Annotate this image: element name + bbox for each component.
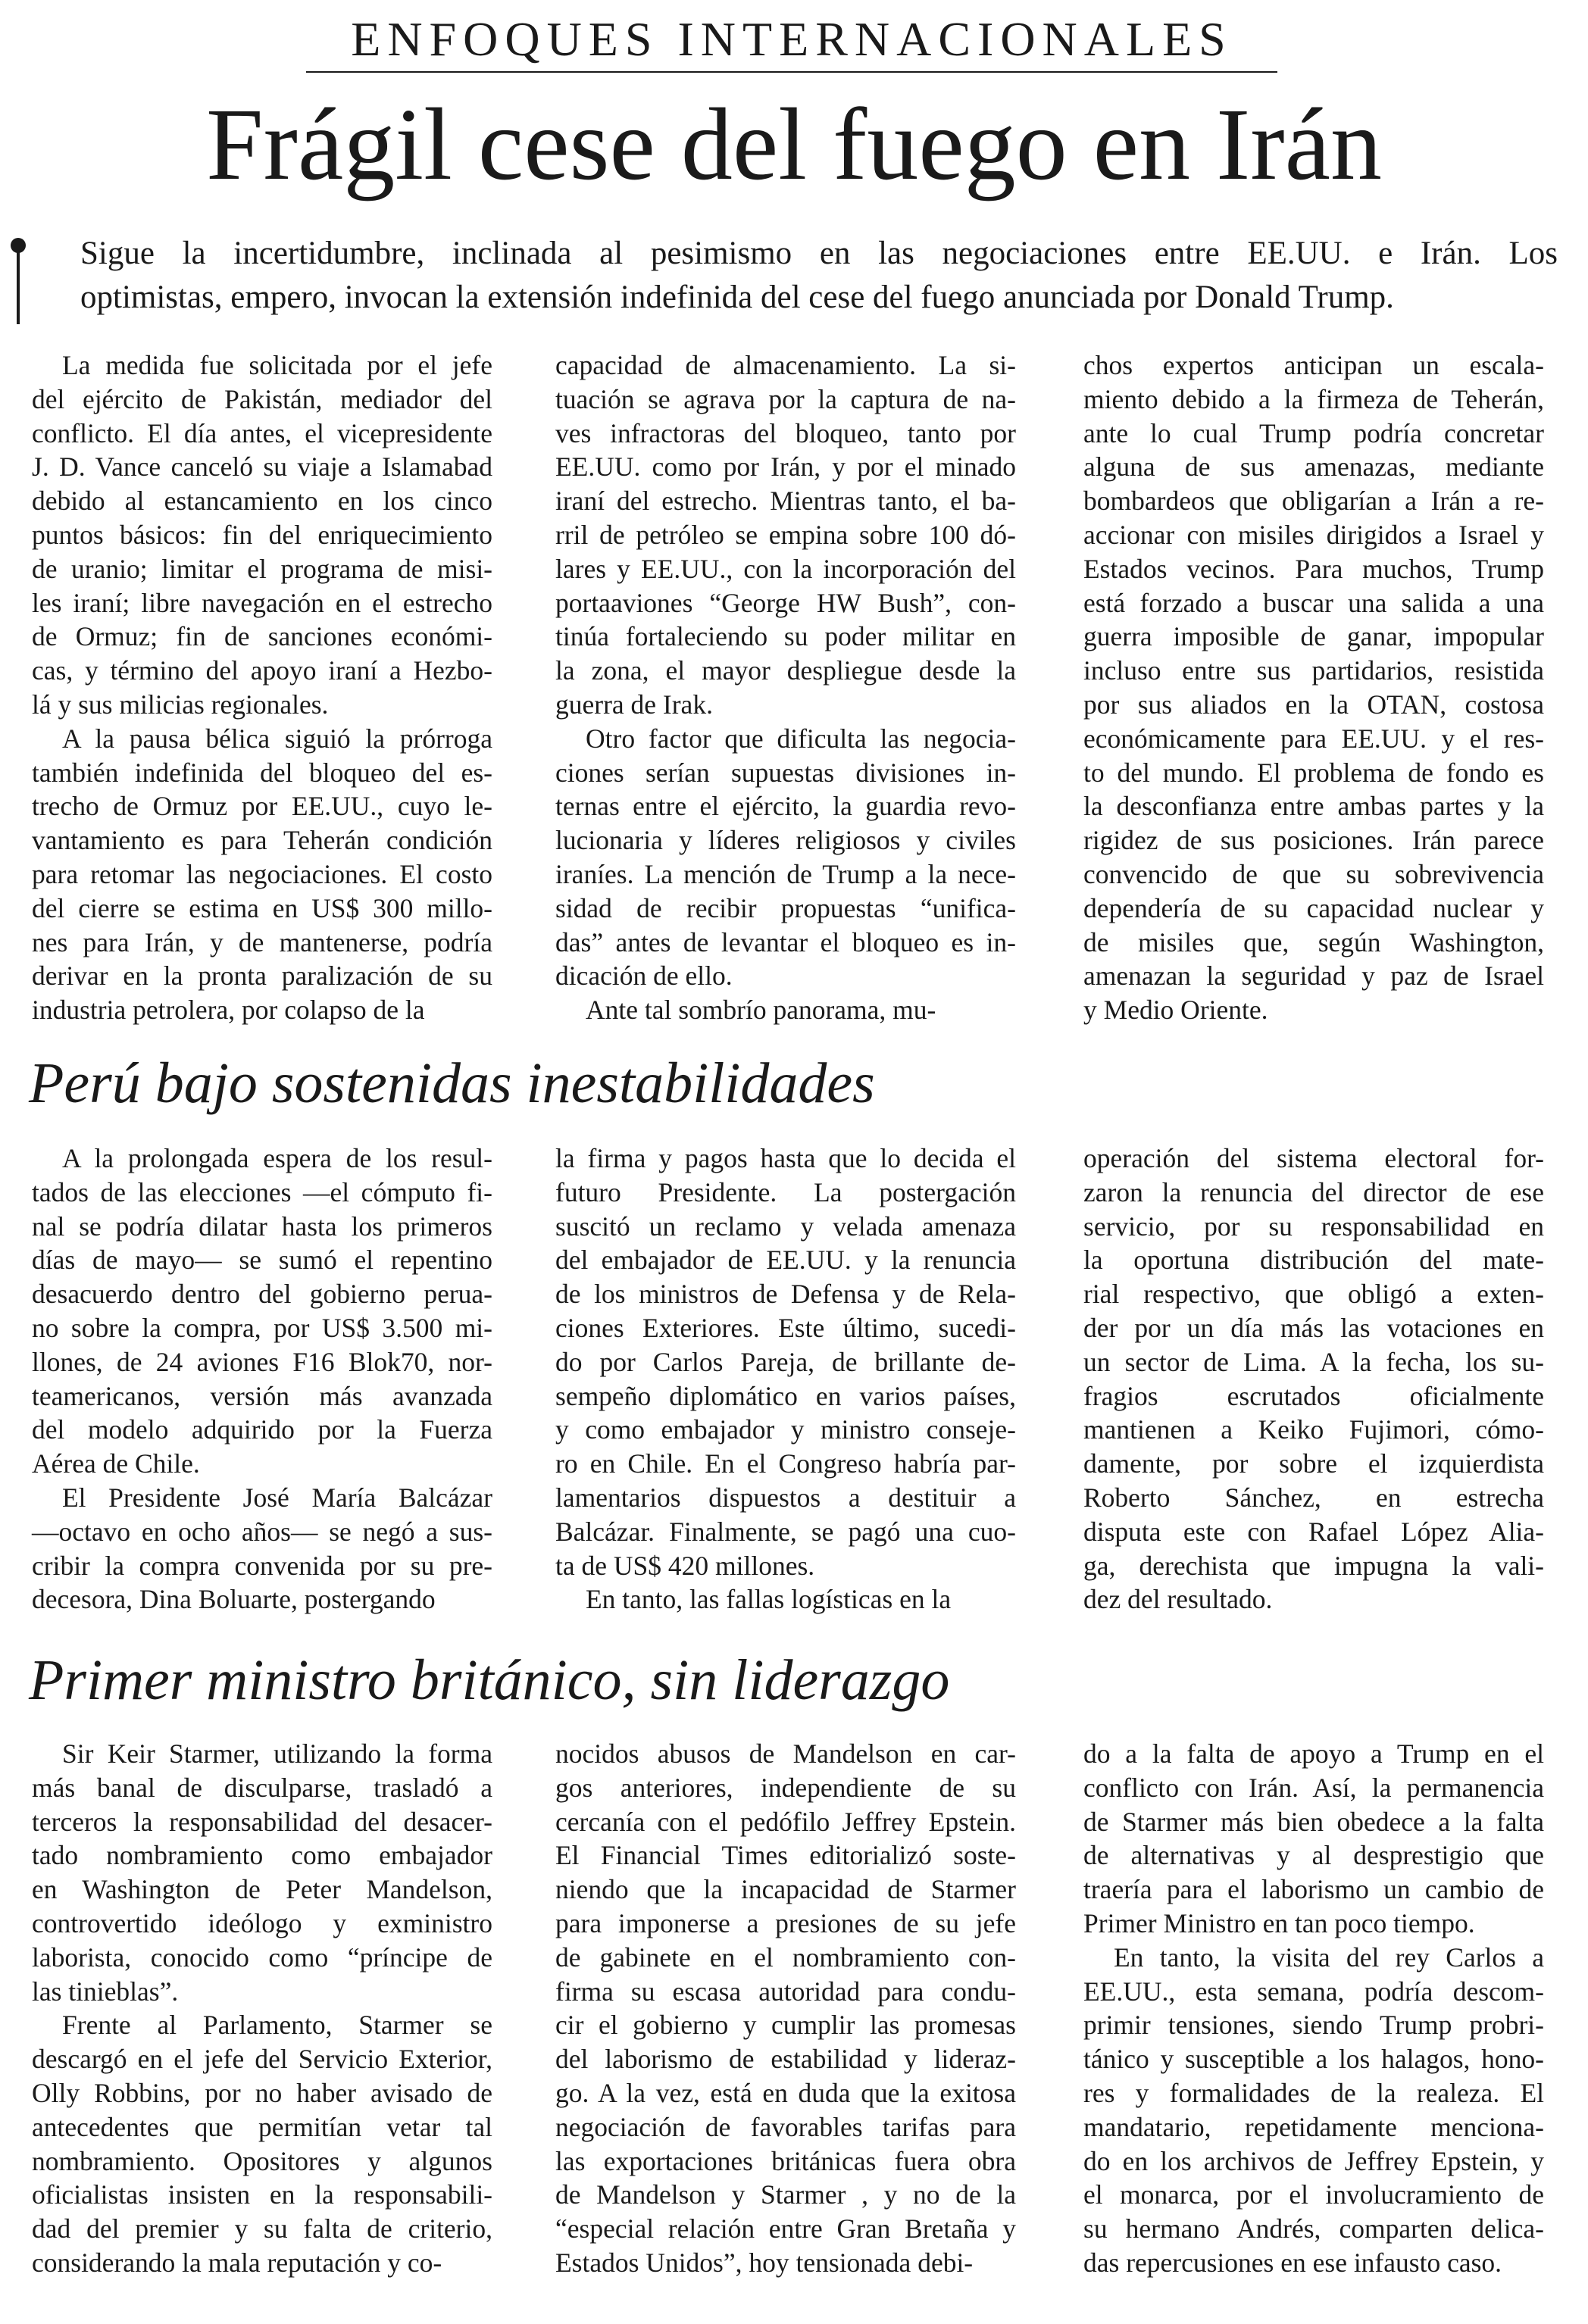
text-line: incluso entre sus partidarios, resistida	[1083, 655, 1544, 686]
text-line: “especial relación entre Gran Bretaña y	[555, 2213, 1016, 2244]
text-line: laborista, conocido como “príncipe de	[32, 1941, 492, 1973]
text-line: disputa este con Rafael López Alia-	[1083, 1516, 1544, 1547]
text-line: y como embajador y ministro conseje-	[555, 1414, 1016, 1445]
text-line: las exportaciones británicas fuera obra	[555, 2145, 1016, 2176]
text-line: nes para Irán, y de mantenerse, podría	[32, 926, 492, 957]
text-line: Balcázar. Finalmente, se pagó una cuo-	[555, 1516, 1016, 1547]
text-line: sidad de recibir propuestas “unifica-	[555, 892, 1016, 923]
text-line: bombardeos que obligarían a Irán a re-	[1083, 486, 1544, 517]
text-line: rial respectivo, que obligó a exten-	[1083, 1279, 1544, 1310]
text-line: rril de petróleo se empina sobre 100 dó-	[555, 519, 1016, 550]
text-line: A la pausa bélica siguió la prórroga	[62, 723, 492, 754]
text-line: de gabinete en el nombramiento con-	[555, 1941, 1016, 1973]
text-line: descargó en el jefe del Servicio Exterior,	[32, 2044, 492, 2075]
text-line: económicamente para EE.UU. y el res-	[1083, 723, 1544, 754]
text-line: rigidez de sus posiciones. Irán parece	[1083, 825, 1544, 856]
text-line: convencido de que su sobrevivencia	[1083, 858, 1544, 889]
article1-column-3	[1083, 348, 1544, 1027]
text-line: derivar en la pronta paralización de su	[32, 961, 492, 992]
text-line: go. A la vez, está en duda que la exitosa	[555, 2077, 1016, 2108]
text-line: de misiles que, según Washington,	[1083, 926, 1544, 957]
text-line: trecho de Ormuz por EE.UU., cuyo le-	[32, 791, 492, 822]
text-line: lucionaria y líderes religiosos y civiles	[555, 825, 1016, 856]
text-line: conflicto con Irán. Así, la permanencia	[1083, 1772, 1544, 1803]
article3-column-3	[1083, 1737, 1544, 2280]
text-line: El Financial Times editorializó soste-	[555, 1840, 1016, 1871]
text-line: está forzado a buscar una salida a una	[1083, 587, 1544, 618]
text-line: de los ministros de Defensa y de Rela-	[555, 1279, 1016, 1310]
text-line: decesora, Dina Boluarte, postergando	[32, 1584, 436, 1615]
text-line: días de mayo— se sumó el repentino	[32, 1245, 492, 1276]
text-line: también indefinida del bloqueo del es-	[32, 757, 492, 788]
text-line: traería para el laborismo un cambio de	[1083, 1874, 1544, 1905]
text-line: Estados Unidos”, hoy tensionada debi-	[555, 2247, 974, 2278]
text-line: puntos básicos: fin del enriquecimiento	[32, 519, 492, 550]
text-line: En tanto, la visita del rey Carlos a	[1114, 1941, 1544, 1973]
text-line: no sobre la compra, por US$ 3.500 mi-	[32, 1312, 492, 1343]
text-line: industria petrolera, por colapso de la	[32, 995, 425, 1026]
text-line: gos anteriores, independiente de su	[555, 1772, 1016, 1803]
text-line: un sector de Lima. A la fecha, los su-	[1083, 1346, 1544, 1377]
text-line: En tanto, las fallas logísticas en la	[586, 1584, 952, 1615]
text-line: la desconfianza entre ambas partes y la	[1083, 791, 1544, 822]
text-line: y Medio Oriente.	[1083, 995, 1268, 1026]
text-line: EE.UU., esta semana, podría descom-	[1083, 1976, 1544, 2007]
text-line: do a la falta de apoyo a Trump en el	[1083, 1738, 1544, 1769]
text-line: capacidad de almacenamiento. La si-	[555, 350, 1016, 380]
text-line: niendo que la incapacidad de Starmer	[555, 1874, 1016, 1905]
text-line: tánico y susceptible a los halagos, hono-	[1083, 2044, 1544, 2075]
text-line: del modelo adquirido por la Fuerza	[32, 1414, 492, 1445]
text-line: ciones Exteriores. Este último, sucedi-	[555, 1312, 1016, 1343]
text-line: do en los archivos de Jeffrey Epstein, y	[1083, 2145, 1544, 2176]
text-line: del embajador de EE.UU. y la renuncia	[555, 1245, 1016, 1276]
text-line: —octavo en ocho años— se negó a sus-	[32, 1516, 492, 1547]
text-line: dez del resultado.	[1083, 1584, 1273, 1615]
text-line: dicación de ello.	[555, 961, 733, 992]
article2-column-2	[555, 1142, 1016, 1616]
text-line: nocidos abusos de Mandelson en car-	[555, 1738, 1016, 1769]
text-line: la oportuna distribución del mate-	[1083, 1245, 1544, 1276]
text-line: más banal de disculparse, trasladó a	[32, 1772, 492, 1803]
article2-column-1	[32, 1142, 492, 1616]
article2-title: Perú bajo sostenidas inestabilidades	[29, 1051, 875, 1115]
text-line: Frente al Parlamento, Starmer se	[62, 2010, 492, 2041]
text-line: ternas entre el ejército, la guardia revo-	[555, 791, 1016, 822]
text-line: EE.UU. como por Irán, y por el minado	[555, 451, 1016, 483]
text-line: miento debido a la firmeza de Teherán,	[1083, 383, 1544, 414]
text-line: mantienen a Keiko Fujimori, cómo-	[1083, 1414, 1544, 1445]
text-line: para imponerse a presiones de su jefe	[555, 1907, 1016, 1938]
text-line: das” antes de levantar el bloqueo es in-	[555, 926, 1016, 957]
lead-paragraph	[80, 232, 1558, 320]
text-line: debido al estancamiento en los cinco	[32, 486, 492, 517]
text-line: dependería de su capacidad nuclear y	[1083, 892, 1544, 923]
text-line: suscitó un reclamo y velada amenaza	[555, 1210, 1016, 1242]
text-line: futuro Presidente. La postergación	[555, 1176, 1016, 1207]
text-line: operación del sistema electoral for-	[1083, 1143, 1544, 1173]
text-line: las tinieblas”.	[32, 1976, 179, 2007]
text-line: J. D. Vance canceló su viaje a Islamabad	[32, 451, 492, 483]
text-line: Aérea de Chile.	[32, 1448, 200, 1479]
lead-marker-icon	[17, 241, 20, 324]
text-line: to del mundo. El problema de fondo es	[1083, 757, 1544, 788]
text-line: de Ormuz; fin de sanciones económi-	[32, 621, 492, 652]
text-line: negociación de favorables tarifas para	[555, 2111, 1016, 2142]
text-line: iraníes. La mención de Trump a la nece-	[555, 858, 1016, 889]
article1-column-1	[32, 348, 492, 1027]
text-line: res y formalidades de la realeza. El	[1083, 2077, 1544, 2108]
text-line: accionar con misiles dirigidos a Israel y	[1083, 519, 1544, 550]
text-line: Olly Robbins, por no haber avisado de	[32, 2077, 492, 2108]
text-line: primir tensiones, siendo Trump probri-	[1083, 2010, 1544, 2041]
text-line: nombramiento. Opositores y algunos	[32, 2145, 492, 2176]
text-line: guerra imposible de ganar, impopular	[1083, 621, 1544, 652]
text-line: considerando la mala reputación y co-	[32, 2247, 442, 2278]
text-line: ves infractoras del bloqueo, tanto por	[555, 417, 1016, 448]
lead-line-2: optimistas, empero, invocan la extensión indefinida del cese del fuego anunciada por Donald Trump.	[80, 280, 1394, 315]
text-line: tinúa fortaleciendo su poder militar en	[555, 621, 1016, 652]
text-line: dad del premier y su falta de criterio,	[32, 2213, 492, 2244]
text-line: mandatario, repetidamente menciona-	[1083, 2111, 1544, 2142]
text-line: Sir Keir Starmer, utilizando la forma	[62, 1738, 492, 1769]
text-line: su hermano Andrés, comparten delica-	[1083, 2213, 1544, 2244]
text-line: alguna de sus amenazas, mediante	[1083, 451, 1544, 483]
text-line: la firma y pagos hasta que lo decida el	[555, 1143, 1016, 1173]
text-line: chos expertos anticipan un escala-	[1083, 350, 1544, 380]
text-line: la zona, el mayor despliegue desde la	[555, 655, 1016, 686]
text-line: conflicto. El día antes, el vicepresidente	[32, 417, 492, 448]
text-line: lares y EE.UU., con la incorporación del	[555, 553, 1016, 584]
text-line: terceros la responsabilidad del desacer-	[32, 1806, 492, 1837]
text-line: fragios escrutados oficialmente	[1083, 1380, 1544, 1411]
text-line: ciones serían supuestas divisiones in-	[555, 757, 1016, 788]
text-line: do por Carlos Pareja, de brillante de-	[555, 1346, 1016, 1377]
text-line: zaron la renuncia del director de ese	[1083, 1176, 1544, 1207]
text-line: por sus aliados en la OTAN, costosa	[1083, 689, 1544, 720]
article1-column-2	[555, 348, 1016, 1027]
text-line: ro en Chile. En el Congreso habría par-	[555, 1448, 1016, 1479]
text-line: Roberto Sánchez, en estrecha	[1083, 1482, 1544, 1513]
text-line: das repercusiones en ese infausto caso.	[1083, 2247, 1502, 2278]
text-line: de alternativas y al desprestigio que	[1083, 1840, 1544, 1871]
text-line: cas, y término del apoyo iraní a Hezbo-	[32, 655, 492, 686]
text-line: del cierre se estima en US$ 300 millo-	[32, 892, 492, 923]
text-line: guerra de Irak.	[555, 689, 713, 720]
text-line: llones, de 24 aviones F16 Blok70, nor-	[32, 1346, 492, 1377]
text-line: El Presidente José María Balcázar	[62, 1482, 492, 1513]
text-line: vantamiento es para Teherán condición	[32, 825, 492, 856]
text-line: de Starmer más bien obedece a la falta	[1083, 1806, 1544, 1837]
text-line: damente, por sobre el izquierdista	[1083, 1448, 1544, 1479]
text-line: tado nombramiento como embajador	[32, 1840, 492, 1871]
section-label: ENFOQUES INTERNACIONALES	[306, 15, 1277, 73]
text-line: del laborismo de estabilidad y lideraz-	[555, 2044, 1016, 2075]
text-line: firma su escasa autoridad para condu-	[555, 1976, 1016, 2007]
text-line: tuación se agrava por la captura de na-	[555, 383, 1016, 414]
text-line: Primer Ministro en tan poco tiempo.	[1083, 1907, 1475, 1938]
text-line: der por un día más las votaciones en	[1083, 1312, 1544, 1343]
article3-title: Primer ministro británico, sin liderazgo	[29, 1648, 950, 1712]
text-line: Otro factor que dificulta las negocia-	[586, 723, 1016, 754]
text-line: A la prolongada espera de los resul-	[62, 1143, 492, 1173]
text-line: servicio, por su responsabilidad en	[1083, 1210, 1544, 1242]
article3-column-1	[32, 1737, 492, 2280]
text-line: teamericanos, versión más avanzada	[32, 1380, 492, 1411]
text-line: ante lo cual Trump podría concretar	[1083, 417, 1544, 448]
lead-line-1: Sigue la incertidumbre, inclinada al pesimismo en las negociaciones entre EE.UU. e Irán. Los	[80, 236, 1558, 271]
text-line: portaaviones “George HW Bush”, con-	[555, 587, 1016, 618]
text-line: La medida fue solicitada por el jefe	[62, 350, 492, 380]
text-line: iraní del estrecho. Mientras tanto, el ba-	[555, 486, 1016, 517]
text-line: cir el gobierno y cumplir las promesas	[555, 2010, 1016, 2041]
text-line: antecedentes que permitían vetar tal	[32, 2111, 492, 2142]
text-line: del ejército de Pakistán, mediador del	[32, 383, 492, 414]
text-line: ta de US$ 420 millones.	[555, 1550, 815, 1581]
text-line: lamentarios dispuestos a destituir a	[555, 1482, 1016, 1513]
text-line: el monarca, por el involucramiento de	[1083, 2179, 1544, 2210]
headline: Frágil cese del fuego en Irán	[206, 88, 1382, 201]
text-line: cribir la compra convenida por su pre-	[32, 1550, 492, 1581]
text-line: cercanía con el pedófilo Jeffrey Epstein.	[555, 1806, 1016, 1837]
text-line: de Mandelson y Starmer , y no de la	[555, 2179, 1016, 2210]
text-line: oficialistas insisten en la responsabili-	[32, 2179, 492, 2210]
text-line: les iraní; libre navegación en el estrecho	[32, 587, 492, 618]
text-line: lá y sus milicias regionales.	[32, 689, 329, 720]
text-line: en Washington de Peter Mandelson,	[32, 1874, 492, 1905]
text-line: controvertido ideólogo y exministro	[32, 1907, 492, 1938]
text-line: amenazan la seguridad y paz de Israel	[1083, 961, 1544, 992]
text-line: Estados vecinos. Para muchos, Trump	[1083, 553, 1544, 584]
text-line: Ante tal sombrío panorama, mu-	[586, 995, 936, 1026]
text-line: nal se podría dilatar hasta los primeros	[32, 1210, 492, 1242]
article2-column-3	[1083, 1142, 1544, 1616]
text-line: tados de las elecciones —el cómputo fi-	[32, 1176, 492, 1207]
text-line: para retomar las negociaciones. El costo	[32, 858, 492, 889]
text-line: sempeño diplomático en varios países,	[555, 1380, 1016, 1411]
text-line: ga, derechista que impugna la vali-	[1083, 1550, 1544, 1581]
text-line: desacuerdo dentro del gobierno perua-	[32, 1279, 492, 1310]
article3-column-2	[555, 1737, 1016, 2280]
text-line: de uranio; limitar el programa de misi-	[32, 553, 492, 584]
